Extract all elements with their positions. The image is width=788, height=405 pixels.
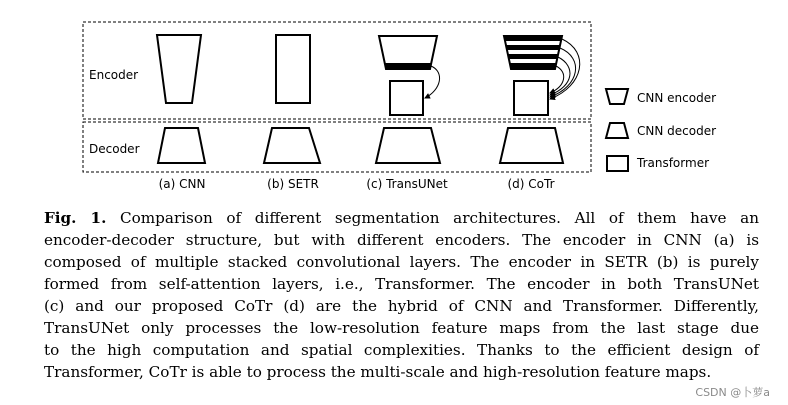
caption-line: encoder-decoder structure, but with different encoders. The encoder in CNN (a) is	[44, 231, 759, 249]
transformer-icon	[607, 156, 628, 171]
figure-caption	[44, 207, 759, 383]
cnn-encoder-shape	[157, 35, 201, 103]
column-label-transunet: (c) TransUNet	[366, 177, 448, 191]
cnn-decoder-shape	[264, 128, 320, 163]
encoder-label: Encoder	[89, 68, 139, 82]
architecture-diagram	[0, 0, 788, 200]
caption-line: Fig. 1. Comparison of different segmentation architectures. All of them have an	[44, 209, 759, 227]
column-label-setr: (b) SETR	[267, 177, 319, 191]
caption-line: (c) and our proposed CoTr (d) are the hybrid of CNN and Transformer. Differently,	[44, 297, 759, 315]
column-label-cotr: (d) CoTr	[507, 177, 555, 191]
watermark: CSDN @卜萝a	[695, 386, 770, 399]
cnn-stage-bar	[510, 63, 556, 69]
cnn-decoder-icon	[606, 123, 628, 138]
caption-line: TransUNet only processes the low-resolution feature maps from the last stage due	[44, 319, 759, 337]
cnn-decoder-shape	[376, 128, 440, 163]
cnn-stage-bar	[385, 63, 431, 69]
cnn-decoder-shape	[158, 128, 205, 163]
transformer-block	[390, 81, 423, 115]
column-label-cnn: (a) CNN	[158, 177, 206, 191]
cnn-stage-bar	[504, 36, 562, 41]
figure-label: Fig. 1.	[44, 209, 107, 227]
decoder-label: Decoder	[89, 142, 140, 156]
transformer-encoder-shape	[276, 35, 310, 103]
transformer-block	[514, 81, 548, 115]
legend-label-cnn-decoder: CNN decoder	[637, 124, 717, 138]
caption-line: formed from self-attention layers, i.e., Transformer. The encoder in both TransUNet	[44, 275, 759, 293]
cnn-stage-bar	[508, 54, 558, 59]
legend-label-transformer: Transformer	[637, 156, 710, 170]
feature-arrow	[425, 66, 440, 98]
legend-label-cnn-encoder: CNN encoder	[637, 91, 717, 105]
cnn-decoder-shape	[500, 128, 563, 163]
cnn-stage-bar	[506, 45, 560, 50]
caption-line: composed of multiple stacked convolutional layers. The encoder in SETR (b) is purely	[44, 253, 759, 271]
caption-line: to the high computation and spatial complexities. Thanks to the efficient design of	[44, 341, 759, 359]
caption-line: Transformer, CoTr is able to process the multi-scale and high-resolution feature maps.	[44, 363, 712, 381]
cnn-encoder-icon	[606, 89, 628, 104]
